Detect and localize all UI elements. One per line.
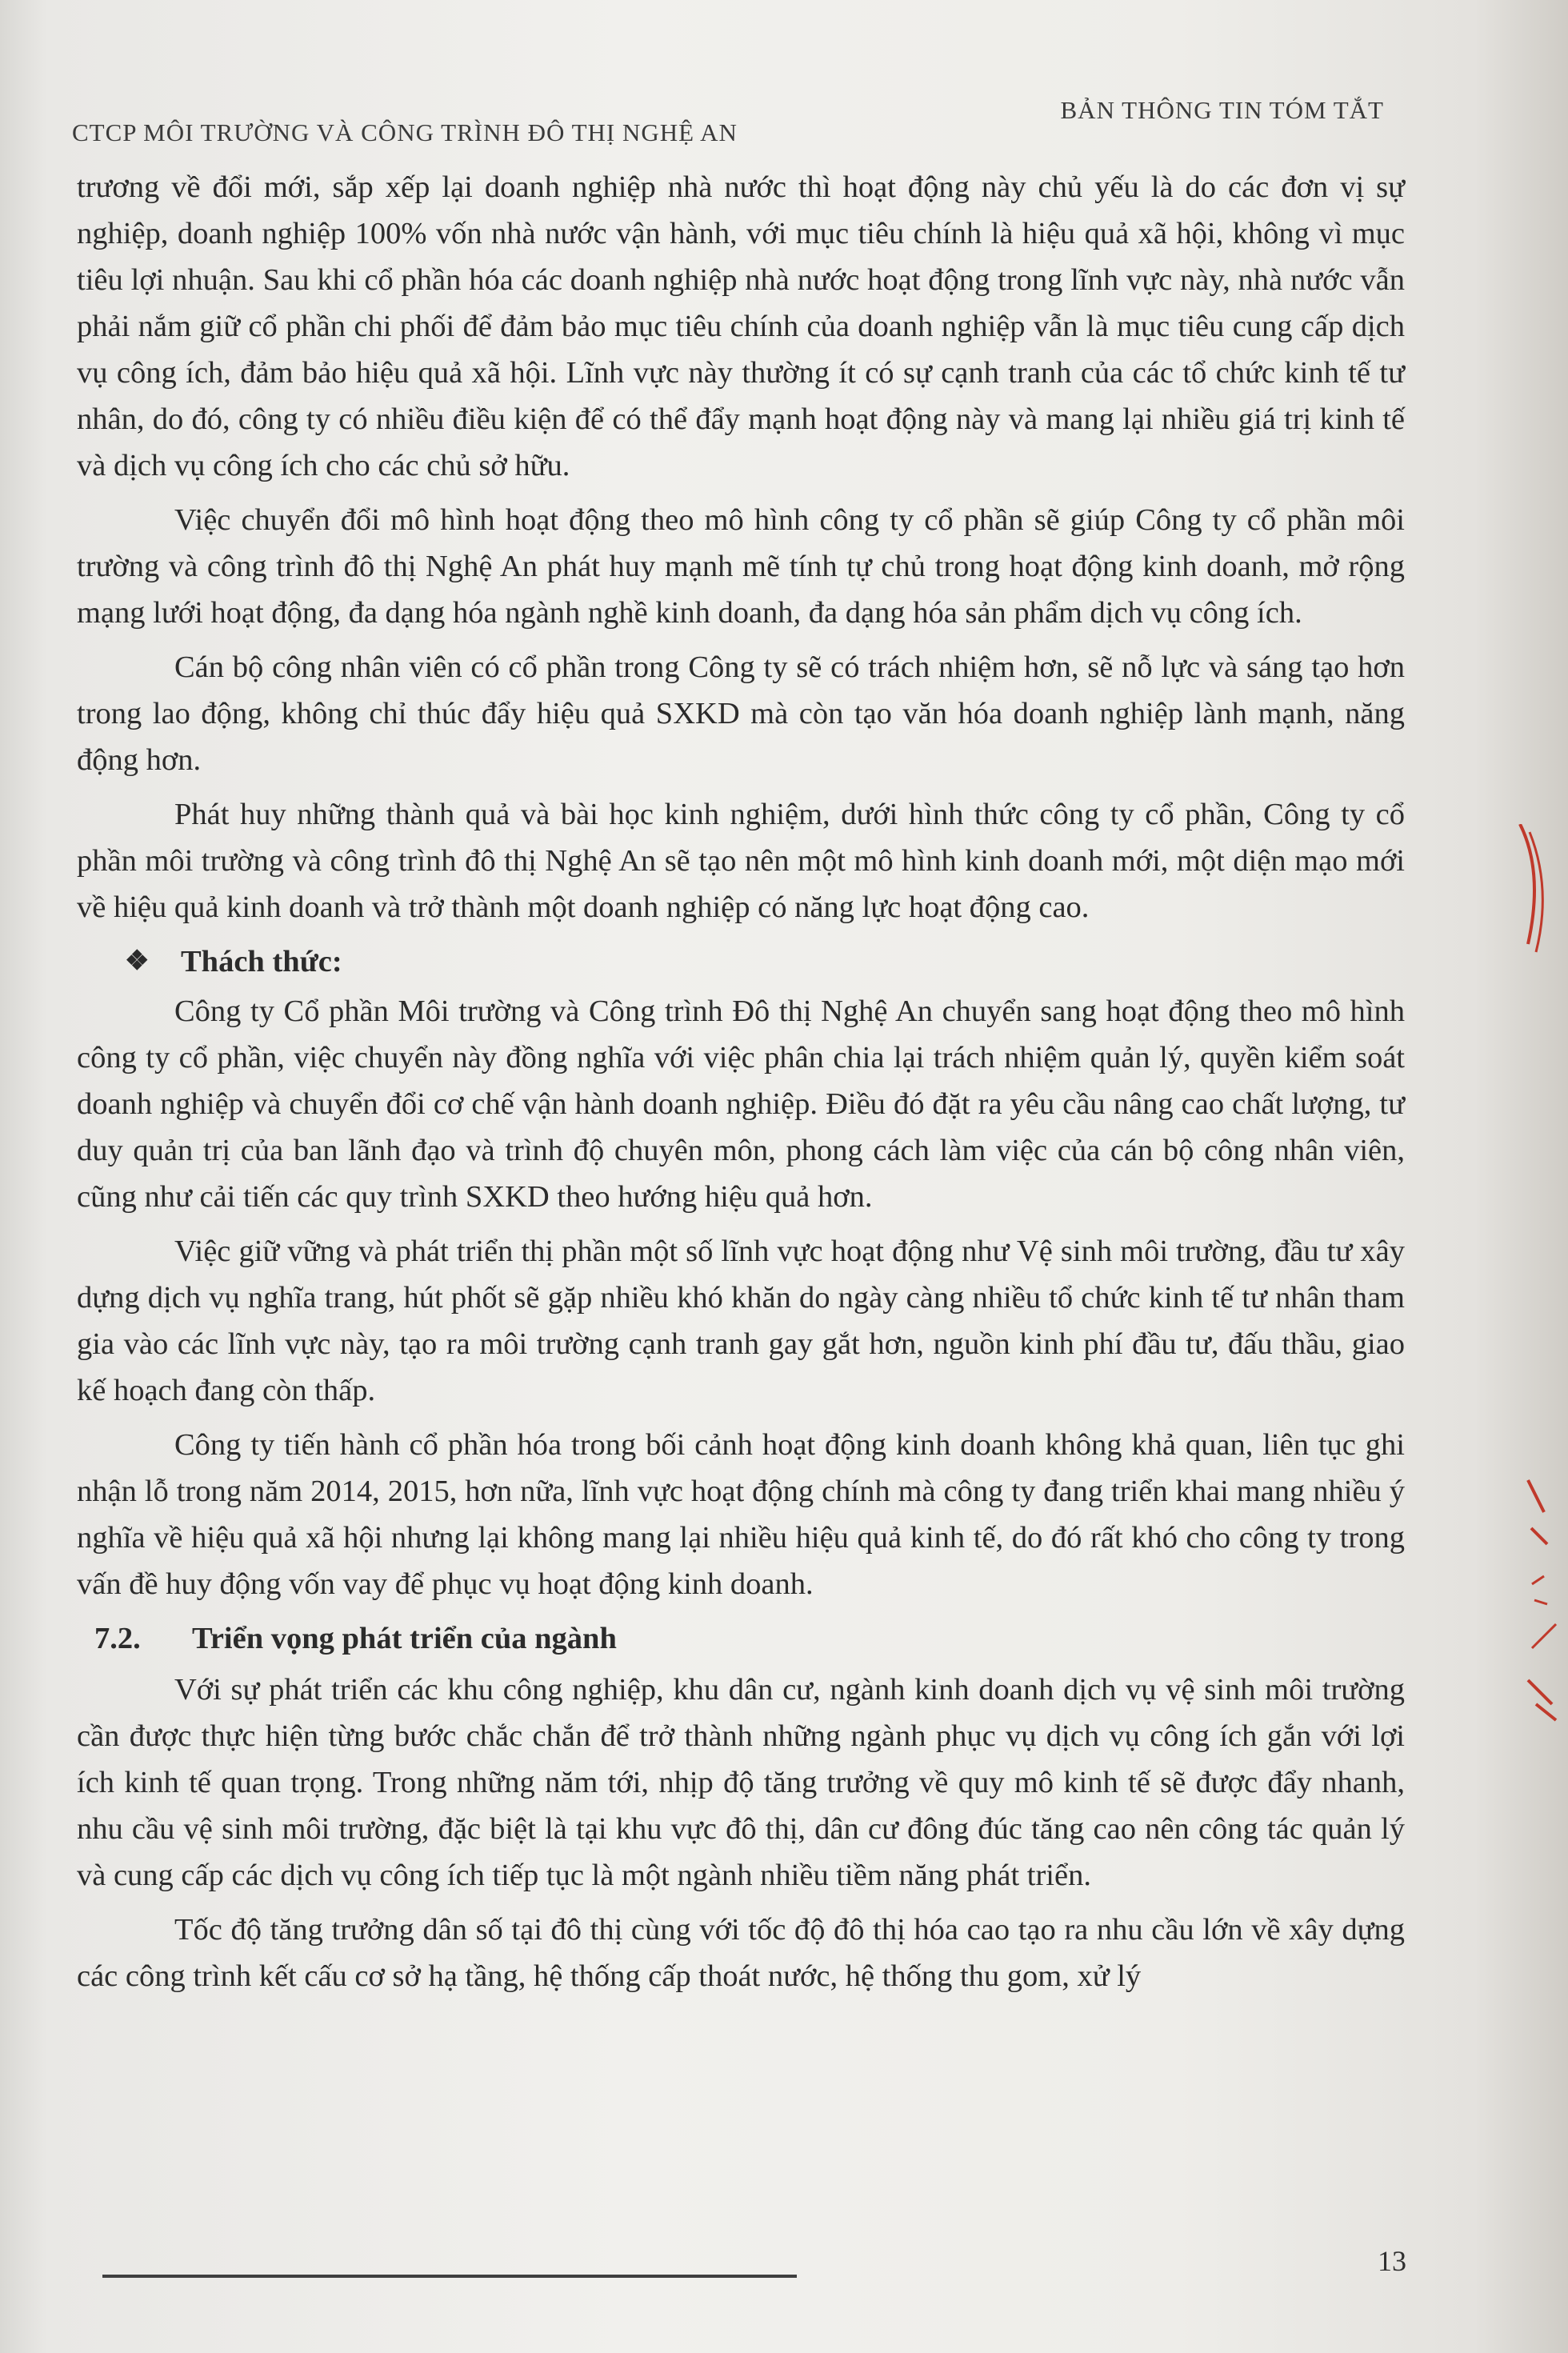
section-heading-7-2: [94, 1615, 1405, 1662]
paragraph-4: Phát huy những thành quả và bài học kinh nghiệm, dưới hình thức công ty cổ phần, Công ty cổ phần môi trường và công trình đô thị Nghệ An sẽ tạo nên một mô hình kinh doanh mới, một diện mạo mới về hiệu quả kinh doanh và trở thành một doanh nghiệp có năng lực hoạt động cao.: [77, 798, 1405, 924]
paragraph-7: Công ty tiến hành cổ phần hóa trong bối cảnh hoạt động kinh doanh không khả quan, liên tục ghi nhận lỗ trong năm 2014, 2015, hơn nữa, lĩnh vực hoạt động chính mà công ty đang triển khai mang nhiều ý nghĩa về hiệu quả xã hội nhưng lại không mang lại nhiều hiệu quả kinh tế, do đó rất khó cho công ty trong vấn đề huy động vốn vay để phục vụ hoạt động kinh doanh.: [77, 1428, 1405, 1601]
paragraph-1: trương về đổi mới, sắp xếp lại doanh nghiệp nhà nước thì hoạt động này chủ yếu là do các đơn vị sự nghiệp, doanh nghiệp 100% vốn nhà nước vận hành, với mục tiêu chính là hiệu quả xã hội, không vì mục tiêu lợi nhuận. Sau khi cổ phần hóa các doanh nghiệp nhà nước hoạt động trong lĩnh vực này, nhà nước vẫn phải nắm giữ cổ phần chi phối để đảm bảo mục tiêu chính của doanh nghiệp vẫn là mục tiêu cung cấp dịch vụ công ích, đảm bảo hiệu quả xã hội. Lĩnh vực này thường ít có sự cạnh tranh của các tổ chức kinh tế tư nhân, do đó, công ty có nhiều điều kiện để có thể đẩy mạnh hoạt động này và mang lại nhiều giá trị kinh tế và dịch vụ công ích cho các chủ sở hữu.: [77, 170, 1405, 482]
document-body: [77, 164, 1405, 2007]
section-number: 7.2.: [94, 1622, 141, 1655]
four-diamond-bullet-icon: ❖: [125, 946, 150, 976]
page-number: 13: [1378, 2245, 1406, 2277]
paragraph-3: Cán bộ công nhân viên có cổ phần trong Công ty sẽ có trách nhiệm hơn, sẽ nỗ lực và sáng tạo hơn trong lao động, không chỉ thúc đẩy hiệu quả SXKD mà còn tạo văn hóa doanh nghiệp lành mạnh, năng động hơn.: [77, 650, 1405, 777]
section-title: Triển vọng phát triển của ngành: [192, 1622, 617, 1655]
paragraph-9: Tốc độ tăng trưởng dân số tại đô thị cùng với tốc độ đô thị hóa cao tạo ra nhu cầu lớn về xây dựng các công trình kết cấu cơ sở hạ tầng, hệ thống cấp thoát nước, hệ thống thu gom, xử lý: [77, 1913, 1405, 1993]
challenges-heading: [125, 938, 1405, 985]
paragraph-2: Việc chuyển đổi mô hình hoạt động theo mô hình công ty cổ phần sẽ giúp Công ty cổ phần môi trường và công trình đô thị Nghệ An phát huy mạnh mẽ tính tự chủ trong hoạt động kinh doanh, mở rộng mạng lưới hoạt động, đa dạng hóa ngành nghề kinh doanh, đa dạng hóa sản phẩm dịch vụ công ích.: [77, 503, 1405, 630]
header-company-name: CTCP MÔI TRƯỜNG VÀ CÔNG TRÌNH ĐÔ THỊ NGHỆ AN: [72, 118, 738, 146]
paragraph-5: Công ty Cổ phần Môi trường và Công trình Đô thị Nghệ An chuyển sang hoạt động theo mô hình công ty cổ phần, việc chuyển này đồng nghĩa với việc phân chia lại trách nhiệm quản lý, quyền kiểm soát doanh nghiệp và chuyển đổi cơ chế vận hành doanh nghiệp. Điều đó đặt ra yêu cầu nâng cao chất lượng, tư duy quản trị của ban lãnh đạo và trình độ chuyên môn, phong cách làm việc của cán bộ công nhân viên, cũng như cải tiến các quy trình SXKD theo hướng hiệu quả hơn.: [77, 994, 1405, 1214]
stamp-edge-marks: [1512, 824, 1568, 1784]
footer-rule: [102, 2275, 797, 2278]
header-document-title: BẢN THÔNG TIN TÓM TẮT: [1060, 96, 1384, 124]
challenges-heading-text: Thách thức:: [181, 945, 342, 978]
paragraph-6: Việc giữ vững và phát triển thị phần một số lĩnh vực hoạt động như Vệ sinh môi trường, đầu tư xây dựng dịch vụ nghĩa trang, hút phốt sẽ gặp nhiều khó khăn do ngày càng nhiều tổ chức kinh tế tư nhân tham gia vào các lĩnh vực này, tạo ra môi trường cạnh tranh gay gắt hơn, nguồn kinh phí đầu tư, đấu thầu, giao kế hoạch đang còn thấp.: [77, 1235, 1405, 1407]
paragraph-8: Với sự phát triển các khu công nghiệp, khu dân cư, ngành kinh doanh dịch vụ vệ sinh môi trường cần được thực hiện từng bước chắc chắn để trở thành những ngành phục vụ dịch vụ công ích gắn với lợi ích kinh tế quan trọng. Trong những năm tới, nhịp độ tăng trưởng về quy mô kinh tế sẽ được đẩy nhanh, nhu cầu vệ sinh môi trường, đặc biệt là tại khu vực đô thị, dân cư đông đúc tăng cao nên công tác quản lý và cung cấp các dịch vụ công ích tiếp tục là một ngành nhiều tiềm năng phát triển.: [77, 1673, 1405, 1892]
